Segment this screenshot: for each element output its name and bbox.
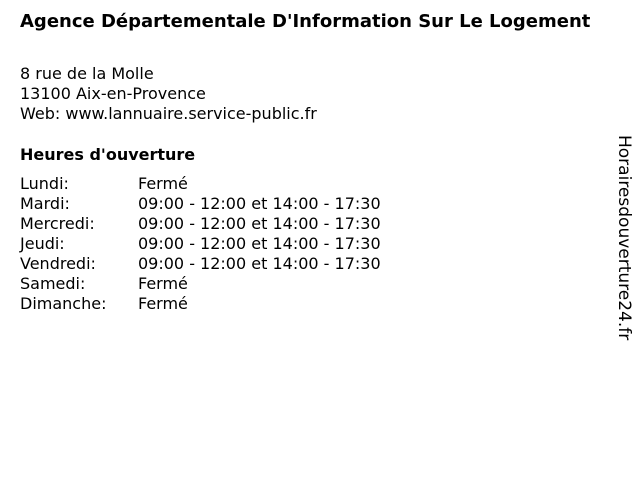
day-label: Samedi: — [20, 274, 86, 293]
hours-row-saturday — [20, 274, 381, 294]
city-address: 13100 Aix-en-Provence — [20, 84, 206, 103]
hours-row-monday — [20, 174, 381, 194]
hours-table — [20, 174, 381, 314]
street-address: 8 rue de la Molle — [20, 64, 154, 83]
hours-row-friday — [20, 254, 381, 274]
day-label: Mercredi: — [20, 214, 95, 233]
website-link-text[interactable]: Web: www.lannuaire.service-public.fr — [20, 104, 317, 123]
website-link[interactable] — [20, 104, 317, 124]
day-label: Vendredi: — [20, 254, 96, 273]
day-label: Jeudi: — [20, 234, 65, 253]
time-value: 09:00 - 12:00 et 14:00 - 17:30 — [138, 234, 381, 253]
page-title: Agence Départementale D'Information Sur Le Logement — [20, 11, 591, 32]
address-block — [20, 64, 317, 124]
hours-row-tuesday — [20, 194, 381, 214]
time-value: Fermé — [138, 294, 188, 313]
day-label: Mardi: — [20, 194, 70, 213]
time-value: Fermé — [138, 274, 188, 293]
time-value: 09:00 - 12:00 et 14:00 - 17:30 — [138, 254, 381, 273]
hours-row-wednesday — [20, 214, 381, 234]
time-value: 09:00 - 12:00 et 14:00 - 17:30 — [138, 214, 381, 233]
hours-row-sunday — [20, 294, 381, 314]
time-value: Fermé — [138, 174, 188, 193]
day-label: Dimanche: — [20, 294, 107, 313]
site-watermark: Horairesdouverture24.fr — [614, 135, 634, 341]
time-value: 09:00 - 12:00 et 14:00 - 17:30 — [138, 194, 381, 213]
hours-heading: Heures d'ouverture — [20, 145, 196, 164]
hours-row-thursday — [20, 234, 381, 254]
day-label: Lundi: — [20, 174, 69, 193]
